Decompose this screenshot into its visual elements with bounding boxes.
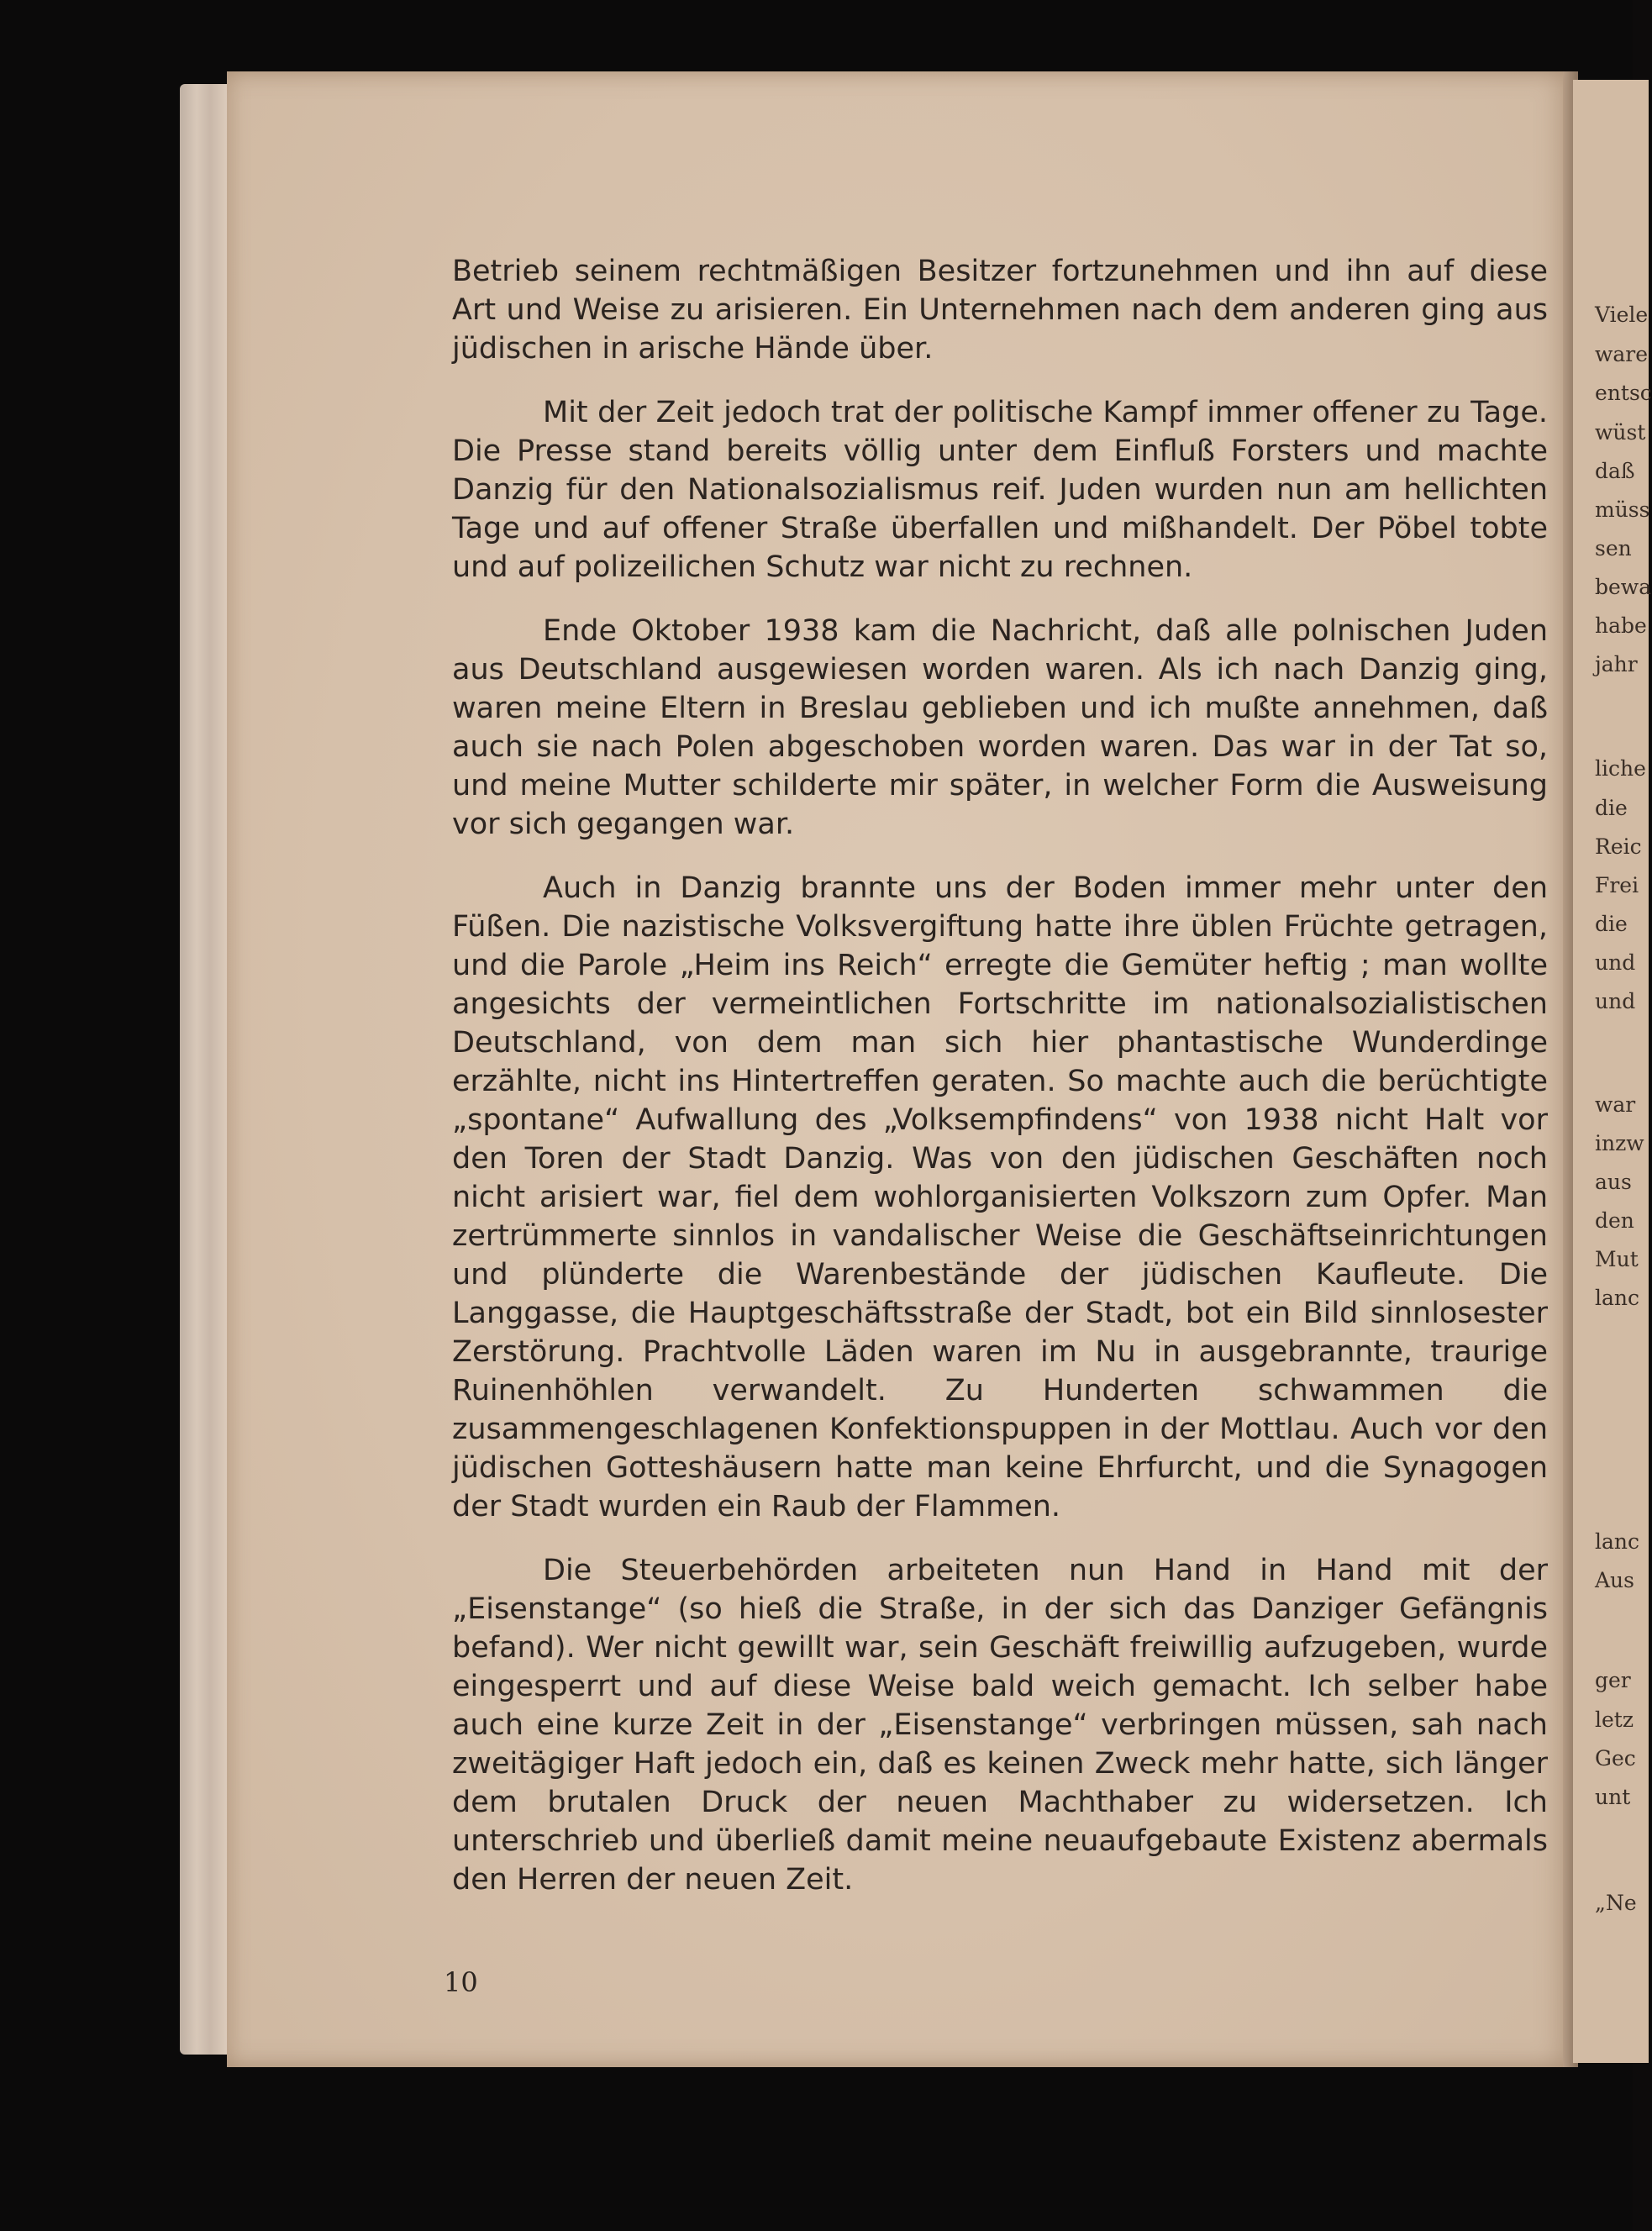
fragment-line: Viele — [1595, 303, 1649, 327]
fragment-line: jahr — [1595, 652, 1638, 676]
fragment-line: Gec — [1595, 1746, 1636, 1771]
fragment-line: aus — [1595, 1170, 1632, 1194]
fragment-line: sen — [1595, 536, 1632, 560]
fragment-line: inzw — [1595, 1131, 1644, 1155]
fragment-line: die — [1595, 912, 1628, 936]
paragraph-5: Die Steuerbehörden arbeiteten nun Hand in Hand mit der „Eisenstange“ (so hieß die Straße, in der sich das Danziger Gefängnis befand). Wer nicht gewillt war, sein Geschäft freiwillig aufzugeben, wurde eingesperrt und auf diese Weise bald weich gemacht. Ich selber habe auch eine kurze Zeit in der „Eisenstange“ verbringen müssen, sah nach zweitägiger Haft jedoch ein, daß es keinen Zweck mehr hatte, sich länger dem brutalen Druck der neuen Machthaber zu widersetzen. Ich unterschrieb und überließ damit meine neuaufgebaute Existenz abermals den Herren der neuen Zeit. — [452, 1554, 1548, 1897]
fragment-line: Frei — [1595, 873, 1639, 897]
page-number: 10 — [444, 1966, 478, 1998]
fragment-line: „Ne — [1595, 1891, 1637, 1915]
paragraph-3: Ende Oktober 1938 kam die Nachricht, daß alle polnischen Juden aus Deutschland ausgewiesen worden waren. Als ich nach Danzig ging, waren meine Eltern in Breslau geblieben und ich mußte annehmen, daß auch sie nach Polen abgeschoben worden waren. Das war in der Tat so, und meine Mutter schilderte mir später, in welcher Form die Ausweisung vor sich gegangen war. — [452, 614, 1548, 841]
fragment-line: liche — [1595, 756, 1646, 781]
fragment-line: war — [1595, 1092, 1636, 1117]
fragment-line: den — [1595, 1208, 1634, 1233]
fragment-line: letz — [1595, 1707, 1634, 1732]
fragment-line: die — [1595, 796, 1628, 820]
fragment-line: entsc — [1595, 381, 1652, 405]
fragment-line: habe — [1595, 613, 1647, 638]
paragraph-4: Auch in Danzig brannte uns der Boden immer mehr unter den Füßen. Die nazistische Volksvergiftung hatte ihre üblen Früchte getragen, und die Parole „Heim ins Reich“ erregte die Gemüter heftig ; man wollte angesichts der vermeintlichen Fortschritte im nationalsozialistischen Deutschland, von dem man sich hier phantastische Wunderdinge erzählte, nicht ins Hintertreffen geraten. So machte auch die berüchtigte „spontane“ Aufwallung des „Volksempfindens“ von 1938 nicht Halt vor den Toren der Stadt Danzig. Was von den jüdischen Geschäften noch nicht arisiert war, fiel dem wohlorganisierten Volkszorn zum Opfer. Man zertrümmerte sinnlos in vandalischer Weise die Geschäftseinrichtungen und plünderte die Warenbestände der jüdischen Kaufleute. Die Langgasse, die Hauptgeschäftsstraße der Stadt, bot ein Bild sinnlosester Zerstörung. Prachtvolle Läden waren im Nu in ausgebrannte, traurige Ruinenhöhlen verwandelt. Zu Hunderten schwammen die zusammengeschlagenen Konfektionspuppen in der Mottlau. Auch vor den jüdischen Gotteshäusern hatte man keine Ehrfurcht, und die Synagogen der Stadt wurden ein Raub der Flammen. — [452, 871, 1548, 1523]
paragraph-2: Mit der Zeit jedoch trat der politische Kampf immer offener zu Tage. Die Presse stand bereits völlig unter dem Einfluß Forsters und machte Danzig für den Nationalsozialismus reif. Juden wurden nun am hellichten Tage und auf offener Straße überfallen und mißhandelt. Der Pöbel tobte und auf polizeilichen Schutz war nicht zu rechnen. — [452, 396, 1548, 584]
fragment-line: unt — [1595, 1785, 1631, 1809]
body-text — [452, 252, 1548, 1924]
fragment-line: bewa — [1595, 575, 1652, 599]
fragment-line: lanc — [1595, 1286, 1640, 1310]
fragment-line: ware — [1595, 342, 1649, 366]
fragment-line: müss — [1595, 497, 1650, 522]
book-page-right-fragment — [1573, 80, 1652, 2063]
fragment-line: Reic — [1595, 834, 1642, 859]
fragment-line: ger — [1595, 1668, 1631, 1692]
fragment-line: lanc — [1595, 1529, 1640, 1554]
fragment-line: daß — [1595, 459, 1635, 483]
fragment-line: und — [1595, 989, 1636, 1013]
fragment-line: Aus — [1595, 1568, 1634, 1592]
paragraph-1: Betrieb seinem rechtmäßigen Besitzer fortzunehmen und ihn auf diese Art und Weise zu arisieren. Ein Unternehmen nach dem anderen ging aus jüdischen in arische Hände über. — [452, 255, 1548, 366]
fragment-line: wüst — [1595, 420, 1646, 445]
fragment-line: und — [1595, 950, 1636, 975]
fragment-line: Mut — [1595, 1247, 1639, 1271]
